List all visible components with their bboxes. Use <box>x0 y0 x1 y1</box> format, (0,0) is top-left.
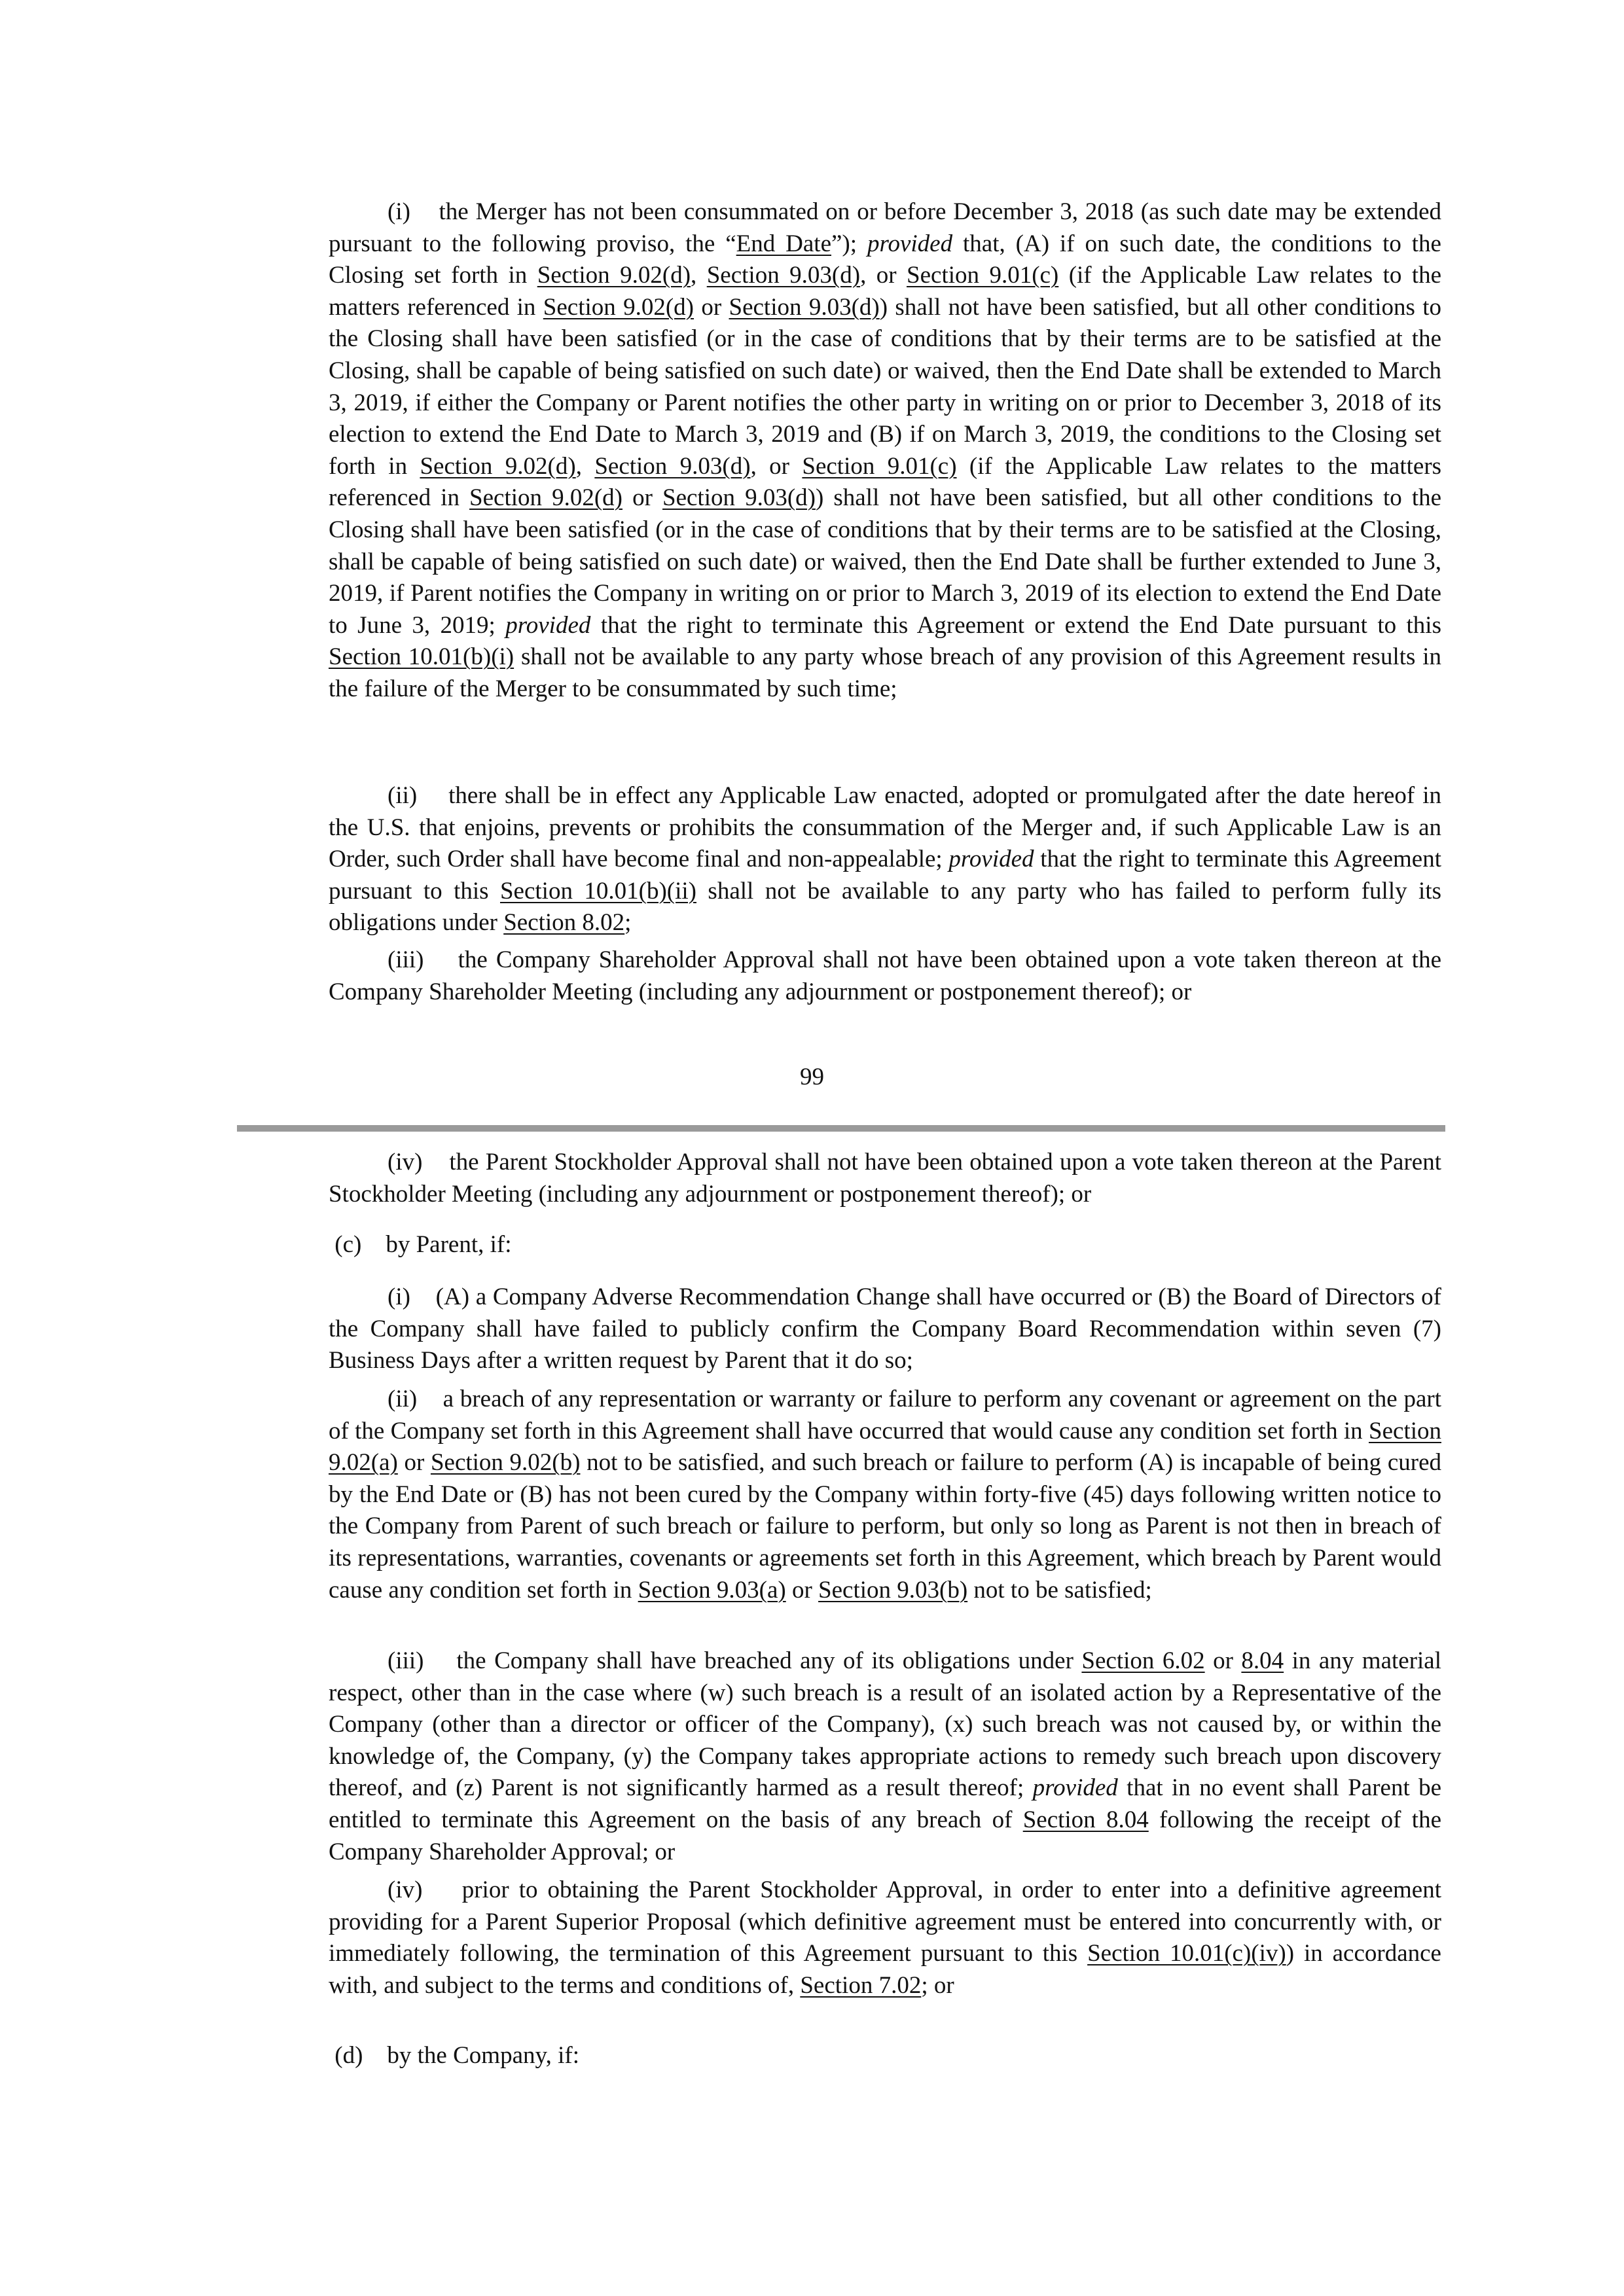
section-ref: Section 9.02(d) <box>537 262 691 289</box>
clause-b-i: (i) the Merger has not been consummated on or before December 3, 2018 (as such date may be extended pursuant to the following proviso, the “End Date”); provided that, (A) if on such date, the conditions to the Closing set forth in Section 9.02(d), Section 9.03(d), or Section 9.01(c) (if the Applicable Law relates to the matters referenced in Section 9.02(d) or Section 9.03(d)) shall not have been satisfied, but all other conditions to the Closing shall have been satisfied (or in the case of conditions that by their terms are to be satisfied at the Closing, shall be capable of being satisfied on such date) or waived, then the End Date shall be extended to March 3, 2019, if either the Company or Parent notifies the other party in writing on or prior to December 3, 2018 of its election to extend the End Date to March 3, 2019 and (B) if on March 3, 2019, the conditions to the Closing set forth in Section 9.02(d), Section 9.03(d), or Section 9.01(c) (if the Applicable Law relates to the matters referenced in Section 9.02(d) or Section 9.03(d)) shall not have been satisfied, but all other conditions to the Closing shall have been satisfied (or in the case of conditions that by their terms are to be satisfied at the Closing, shall be capable of being satisfied on such date) or waived, then the End Date shall be further extended to June 3, 2019, if Parent notifies the Company in writing on or prior to March 3, 2019 of its election to extend the End Date to June 3, 2019; provided that the right to terminate this Agreement or extend the End Date pursuant to this Section 10.01(b)(i) shall not be available to any party whose breach of any provision of this Agreement results in the failure of the Merger to be consummated by such time; <box>329 198 1442 702</box>
clause-d-heading: (d) by the Company, if: <box>334 2042 579 2069</box>
section-ref: Section 9.03(b) <box>818 1576 968 1604</box>
clause-number: (i) <box>388 1283 410 1310</box>
clause-number: (ii) <box>388 1386 418 1412</box>
section-ref: Section 8.04 <box>1022 1806 1149 1833</box>
section-ref: Section 9.03(d) <box>662 484 816 512</box>
clause-b-iii: (iii) the Company Shareholder Approval shall not have been obtained upon a vote taken thereon at the Company Shareholder Meeting (including any adjournment or postponement thereof); or <box>329 946 1442 1005</box>
clause-number: (i) <box>388 198 410 225</box>
section-ref: Section 9.03(d) <box>594 452 751 480</box>
section-ref: Section 9.01(c) <box>802 452 957 480</box>
section-ref: Section 9.02(d) <box>420 452 576 480</box>
clause-number: (iii) <box>388 1647 424 1674</box>
section-ref: Section 10.01(b)(ii) <box>499 877 696 905</box>
clause-b-iv: (iv) the Parent Stockholder Approval shall not have been obtained upon a vote taken thereon at the Parent Stockholder Meeting (including any adjournment or postponement thereof); or <box>329 1149 1441 1208</box>
clause-number: (c) <box>334 1231 362 1258</box>
section-ref: 8.04 <box>1241 1647 1284 1674</box>
clause-c-ii: (ii) a breach of any representation or warranty or failure to perform any covenant or agreement on the part of the Company set forth in this Agreement shall have occurred that would cause any condition set forth in Section 9.02(a) or Section 9.02(b) not to be satisfied, and such breach or failure to perform (A) is incapable of being cured by the End Date or (B) has not been cured by the Company within forty-five (45) days following written notice to the Company from Parent of such breach or failure to perform, but only so long as Parent is not then in breach of its representations, warranties, covenants or agreements set forth in this Agreement, which breach by Parent would cause any condition set forth in Section 9.03(a) or Section 9.03(b) not to be satisfied; <box>329 1386 1441 1604</box>
section-ref: Section 10.01(c)(iv) <box>1087 1940 1286 1967</box>
section-ref: Section 6.02 <box>1081 1647 1205 1674</box>
section-ref: Section 9.02(d) <box>543 293 694 321</box>
page-separator <box>237 1125 1445 1132</box>
clause-number: (iii) <box>388 946 424 973</box>
clause-number: (iv) <box>388 1876 423 1903</box>
section-ref: Section 9.02(b) <box>430 1449 581 1477</box>
section-ref: Section 9.02(a) <box>329 1417 1441 1477</box>
section-ref: Section 9.03(a) <box>638 1576 786 1604</box>
section-ref: Section 10.01(b)(i) <box>329 643 514 671</box>
section-ref: Section 9.02(d) <box>469 484 623 512</box>
section-ref: Section 7.02 <box>800 1971 922 1999</box>
clause-c-iii: (iii) the Company shall have breached any of its obligations under Section 6.02 or 8.04 in any material respect, other than in the case where (w) such breach is a result of an isolated action by a Representative of the Company (other than a director or officer of the Company), (x) such breach was not caused by, or within the knowledge of, the Company, (y) the Company takes appropriate actions to remedy such breach upon discovery thereof, and (z) Parent is not significantly harmed as a result thereof; provided that in no event shall Parent be entitled to terminate this Agreement on the basis of any breach of Section 8.04 following the receipt of the Company Shareholder Approval; or <box>329 1647 1442 1865</box>
clause-c-iv: (iv) prior to obtaining the Parent Stockholder Approval, in order to enter into a definitive agreement providing for a Parent Superior Proposal (which definitive agreement must be entered into concurrently with, or immediately following, the termination of this Agreement pursuant to this Section 10.01(c)(iv)) in accordance with, and subject to the terms and conditions of, Section 7.02; or <box>329 1876 1442 1999</box>
section-ref: Section 9.03(d) <box>729 293 880 321</box>
clause-b-ii: (ii) there shall be in effect any Applicable Law enacted, adopted or promulgated after the date hereof in the U.S. that enjoins, prevents or prohibits the consummation of the Merger and, if such Applicable Law is an Order, such Order shall have become final and non-appealable; provided that the right to terminate this Agreement pursuant to this Section 10.01(b)(ii) shall not be available to any party who has failed to perform fully its obligations under Section 8.02; <box>329 782 1442 937</box>
clause-c-i: (i) (A) a Company Adverse Recommendation Change shall have occurred or (B) the Board of Directors of the Company shall have failed to publicly confirm the Company Board Recommendation within seven (7) Business Days after a written request by Parent that it do so; <box>329 1283 1442 1374</box>
defined-term-end-date: End Date <box>736 230 831 257</box>
section-ref: Section 8.02 <box>503 909 625 937</box>
clause-number: (d) <box>334 2042 363 2069</box>
clause-number: (iv) <box>388 1149 423 1175</box>
section-ref: Section 9.01(c) <box>907 262 1059 289</box>
section-ref: Section 9.03(d) <box>706 262 861 289</box>
clause-c-heading: (c) by Parent, if: <box>334 1231 512 1258</box>
clause-number: (ii) <box>388 782 418 809</box>
page-number: 99 <box>800 1064 824 1090</box>
